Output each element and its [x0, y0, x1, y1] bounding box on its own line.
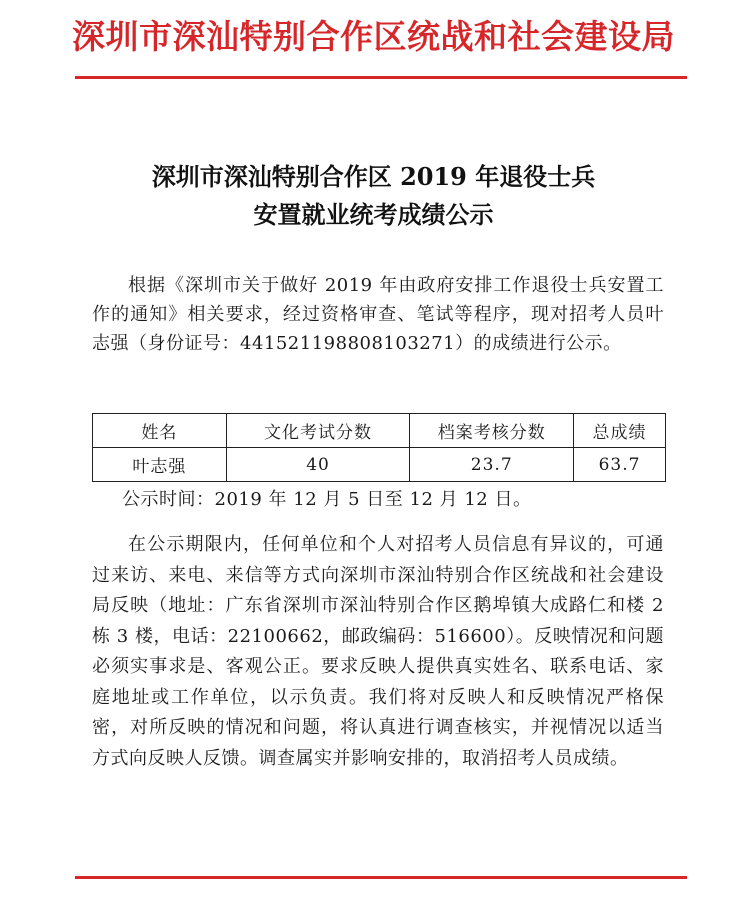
notice-period: 公示时间：2019 年 12 月 5 日至 12 月 12 日。 — [122, 489, 532, 510]
table-row — [93, 448, 666, 482]
header-divider-line — [75, 76, 687, 79]
document-title — [0, 158, 747, 234]
column-header-total-score: 总成绩 — [574, 414, 666, 448]
column-header-culture-exam-score: 文化考试分数 — [226, 414, 410, 448]
footer-divider-line — [75, 876, 687, 879]
objection-paragraph: 在公示期限内，任何单位和个人对招考人员信息有异议的，可通过来访、来电、来信等方式向深圳市深汕特别合作区统战和社会建设局反映（地址：广东省深圳市深汕特别合作区鹅埠镇大成路仁和楼 2 栋 3 楼，电话：22100662，邮政编码：516600）。反映情况和问题必须实事求是、客观公正。要求反映人提供真实姓名、联系电话、家庭地址或工作单位，以示负责。我们将对反映人和反映情况严格保密，对所反映的情况和问题，将认真进行调查核实，并视情况以适当方式向反映人反馈。调查属实并影响安排的，取消招考人员成绩。 — [92, 534, 664, 769]
column-header-name: 姓名 — [93, 414, 227, 448]
cell-culture-exam-score: 40 — [226, 448, 410, 482]
score-table-header-row — [93, 414, 666, 448]
column-header-file-review-score: 档案考核分数 — [410, 414, 574, 448]
title-line-2: 安置就业统考成绩公示 — [253, 200, 494, 229]
cell-total-score: 63.7 — [574, 448, 666, 482]
cell-name: 叶志强 — [93, 448, 227, 482]
organization-header: 深圳市深汕特别合作区统战和社会建设局 — [72, 17, 675, 56]
cell-file-review-score: 23.7 — [410, 448, 574, 482]
title-line-1: 深圳市深汕特别合作区 2019 年退役士兵 — [151, 162, 596, 191]
intro-paragraph: 根据《深圳市关于做好 2019 年由政府安排工作退役士兵安置工作的通知》相关要求，经过资格审查、笔试等程序，现对招考人员叶志强（身份证号：441521198808103271）的成绩进行公示。 — [92, 275, 664, 354]
score-table — [92, 413, 666, 482]
